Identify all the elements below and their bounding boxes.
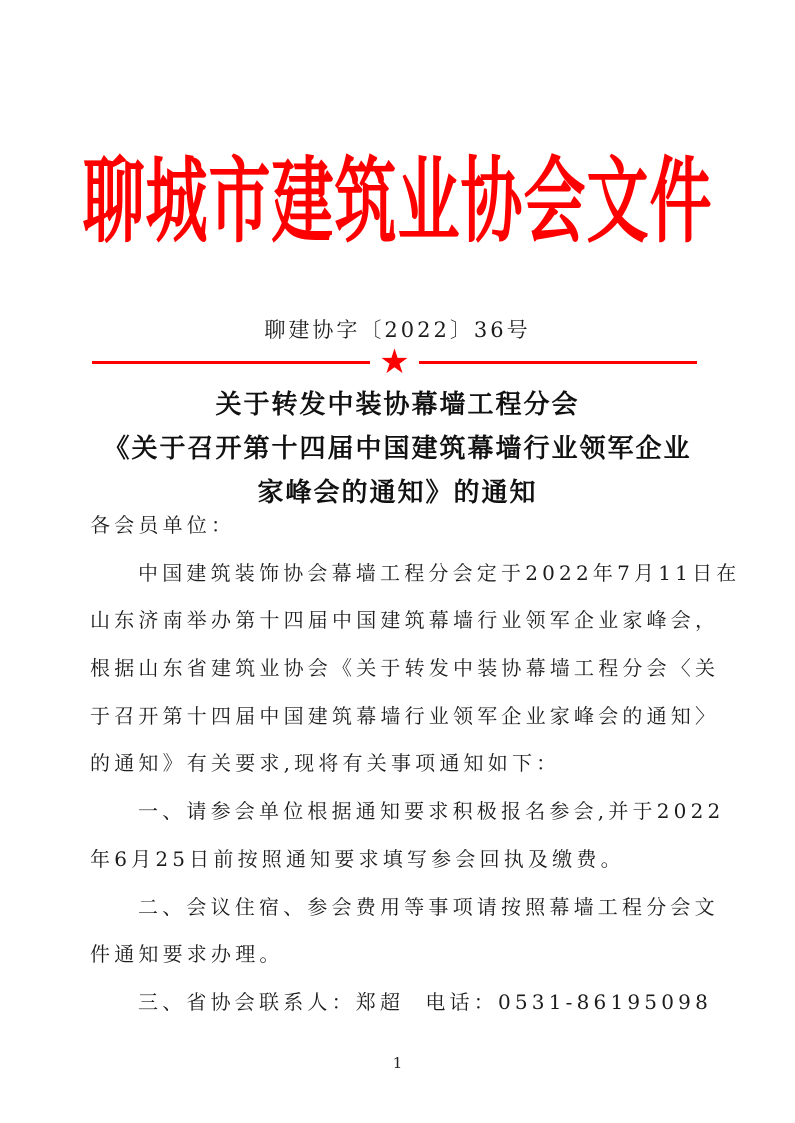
- salutation: 各会员单位：: [90, 513, 236, 537]
- body-line-item-3: [90, 979, 712, 1027]
- masthead-title: 聊城市建筑业协会文件: [82, 145, 713, 256]
- notice-title-line-2: 《关于召开第十四届中国建筑幕墙行业领军企业: [103, 433, 692, 463]
- notice-title-line-1: 关于转发中装协幕墙工程分会: [215, 389, 580, 419]
- body-line-item-1: 一、请参会单位根据通知要求积极报名参会,并于2022: [138, 799, 725, 824]
- contact-phone: 电话：0531-86195098: [425, 989, 712, 1014]
- masthead: [0, 138, 795, 256]
- notice-title-line-3: 家峰会的通知》的通知: [257, 477, 538, 507]
- body-line: 于召开第十四届中国建筑幕墙行业领军企业家峰会的通知〉: [90, 703, 720, 728]
- notice-title: [0, 382, 795, 514]
- body-line: 年6月25日前按照通知要求填写参会回执及缴费。: [90, 846, 625, 871]
- contact-spacer: [404, 979, 425, 1027]
- notice-body: [90, 502, 741, 1027]
- contact-person: 三、省协会联系人：郑超: [138, 989, 405, 1014]
- body-line: 中国建筑装饰协会幕墙工程分会定于2022年7月11日在: [138, 560, 741, 585]
- red-divider: [92, 342, 697, 382]
- page-number: 1: [392, 1054, 403, 1072]
- body-line: 件通知要求办理。: [90, 942, 284, 967]
- body-line: 山东济南举办第十四届中国建筑幕墙行业领军企业家峰会，: [90, 608, 720, 633]
- body-line: 的通知》有关要求,现将有关事项通知如下：: [90, 751, 561, 776]
- body-line-item-2: 二、会议住宿、参会费用等事项请按照幕墙工程分会文: [138, 894, 719, 919]
- divider-line-right: [419, 361, 697, 364]
- divider-line-left: [92, 361, 370, 364]
- document-number: 聊建协字〔2022〕36号: [264, 318, 531, 342]
- star-icon: ★: [379, 342, 410, 382]
- body-line: 根据山东省建筑业协会《关于转发中装协幕墙工程分会〈关: [90, 656, 720, 681]
